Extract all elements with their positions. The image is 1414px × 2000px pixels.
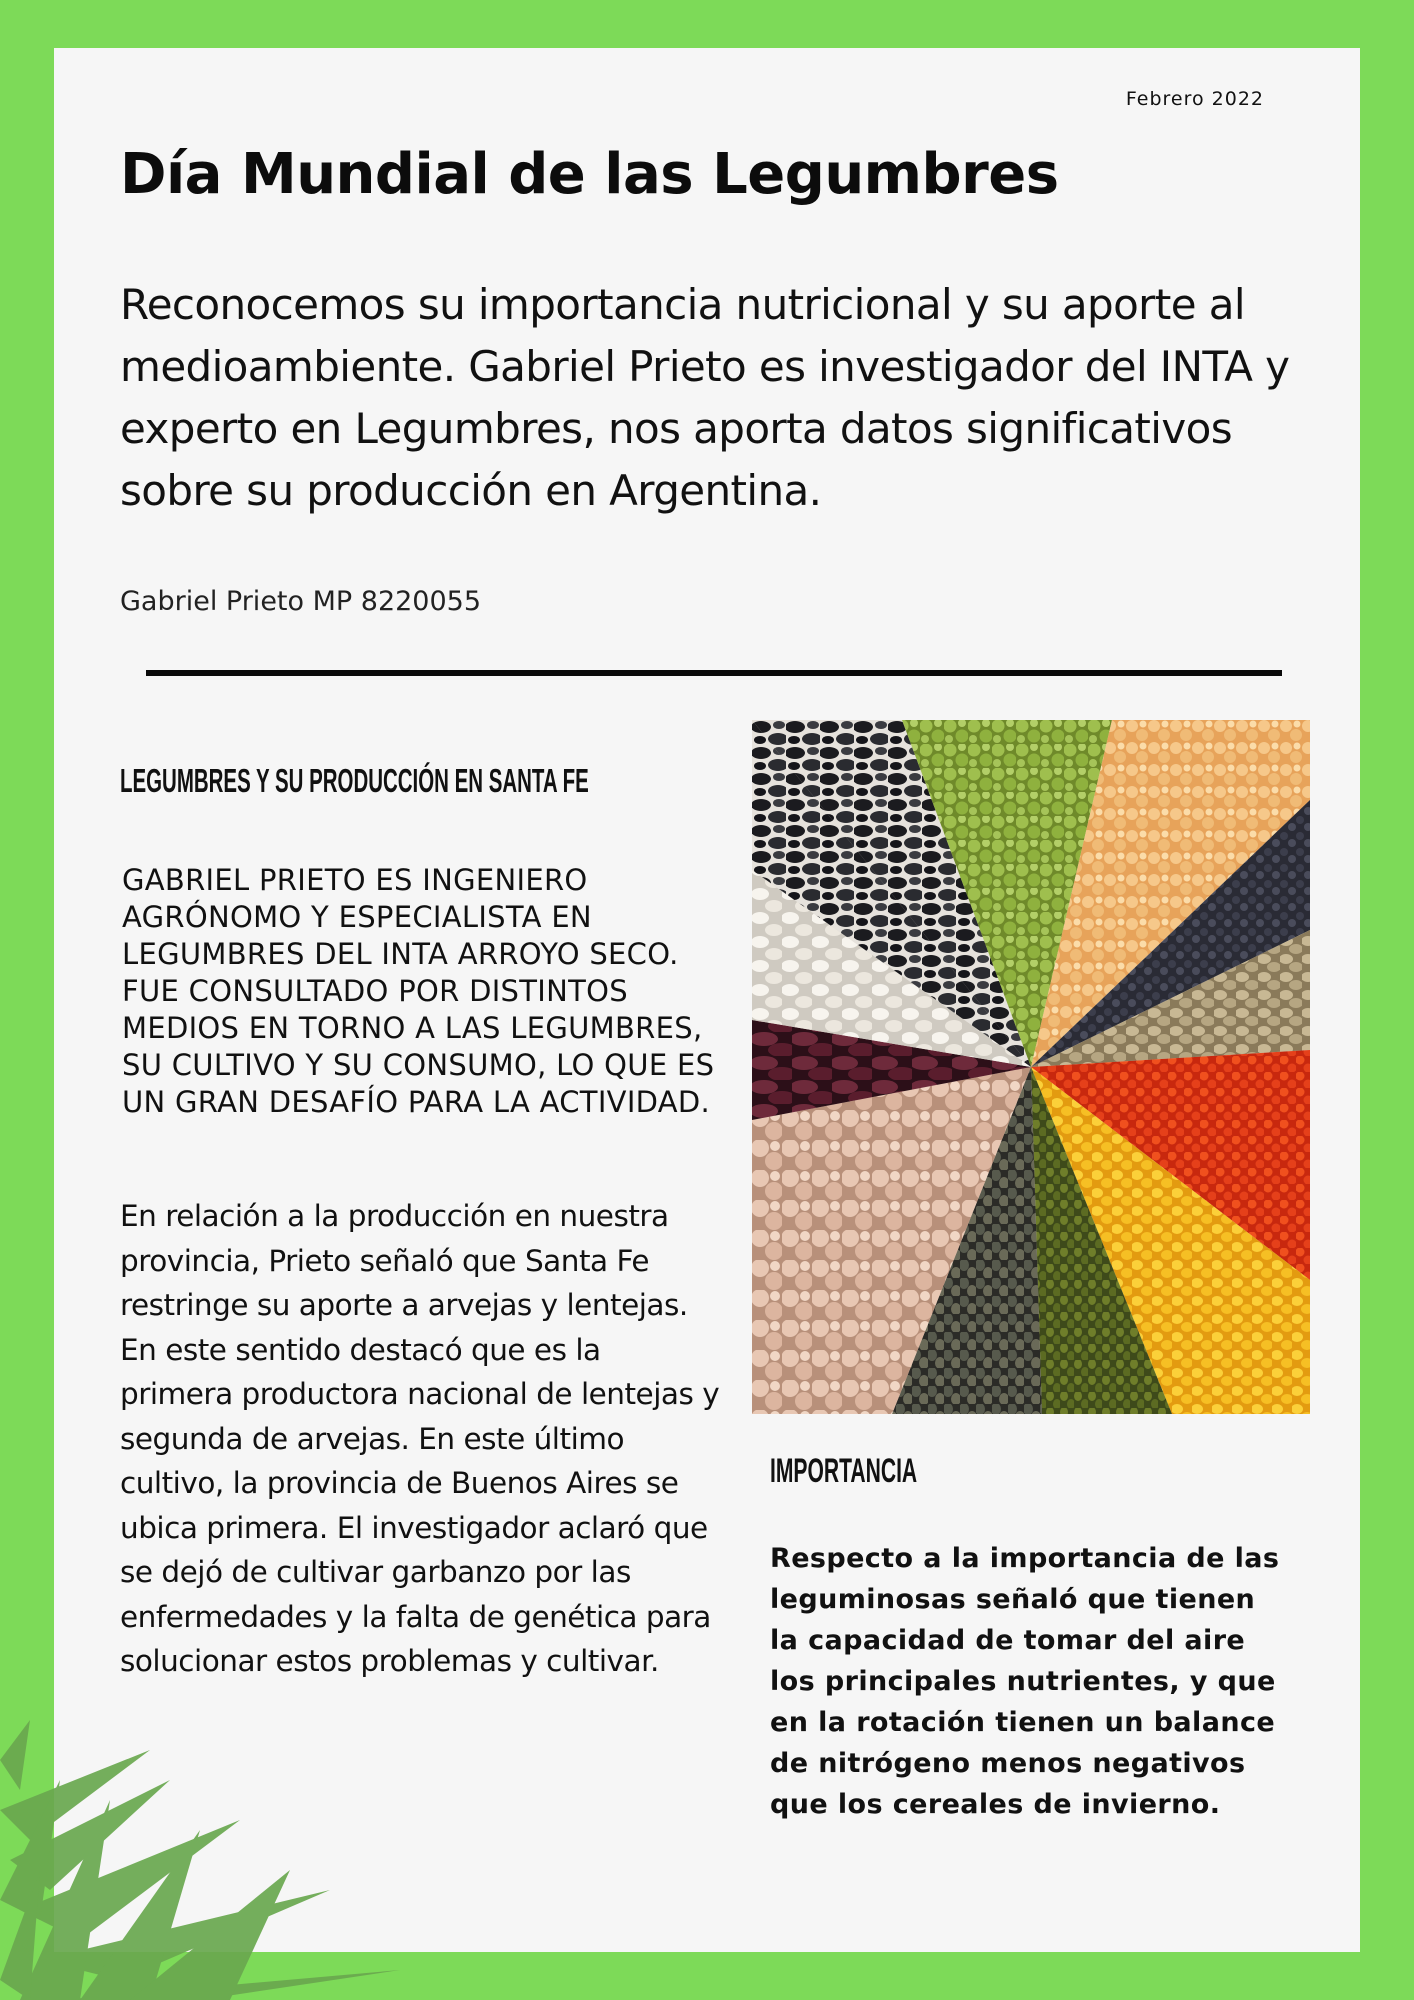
palm-leaf-decoration [0, 1720, 420, 2000]
article-title: Día Mundial de las Legumbres [120, 142, 1059, 207]
importance-body-text: Respecto a la importancia de las leguminosas señaló que tienen la capacidad de tomar del aire los principales nutrientes, y que en la rotación tienen un balance de nitrógeno menos negativos que los cereales de invierno. [770, 1543, 1280, 1820]
section-heading-production: LEGUMBRES Y SU PRODUCCIÓN EN SANTA FE [120, 762, 589, 799]
intro-caps-paragraph: GABRIEL PRIETO ES INGENIERO AGRÓNOMO Y ESPECIALISTA EN LEGUMBRES DEL INTA ARROYO SECO. FUE CONSULTADO POR DISTINTOS MEDIOS EN TORNO A LAS LEGUMBRES, SU CULTIVO Y SU CONSUMO, LO QUE ES UN GRAN DESAFÍO PARA LA ACTIVIDAD. [122, 863, 715, 1119]
section-heading-importance: IMPORTANCIA [770, 1452, 918, 1490]
issue-date: Febrero 2022 [1125, 88, 1264, 110]
author-line: Gabriel Prieto MP 8220055 [120, 586, 482, 617]
article-page [54, 48, 1360, 1952]
legumes-photo [752, 720, 1310, 1414]
lead-paragraph: Reconocemos su importancia nutricional y su aporte al medioambiente. Gabriel Prieto es investigador del INTA y experto en Legumbres, nos aporta datos significativos sobre su producción en Argentina. [120, 280, 1290, 515]
production-body-text: En relación a la producción en nuestra provincia, Prieto señaló que Santa Fe restringe su aporte a arvejas y lentejas. En este sentido destacó que es la primera productora nacional de lentejas y segunda de arvejas. En este último cultivo, la provincia de Buenos Aires se ubica primera. El investigador aclaró que se dejó de cultivar garbanzo por las enfermedades y la falta de genética para solucionar estos problemas y cultivar. [120, 1199, 720, 1678]
divider-rule [146, 670, 1282, 676]
